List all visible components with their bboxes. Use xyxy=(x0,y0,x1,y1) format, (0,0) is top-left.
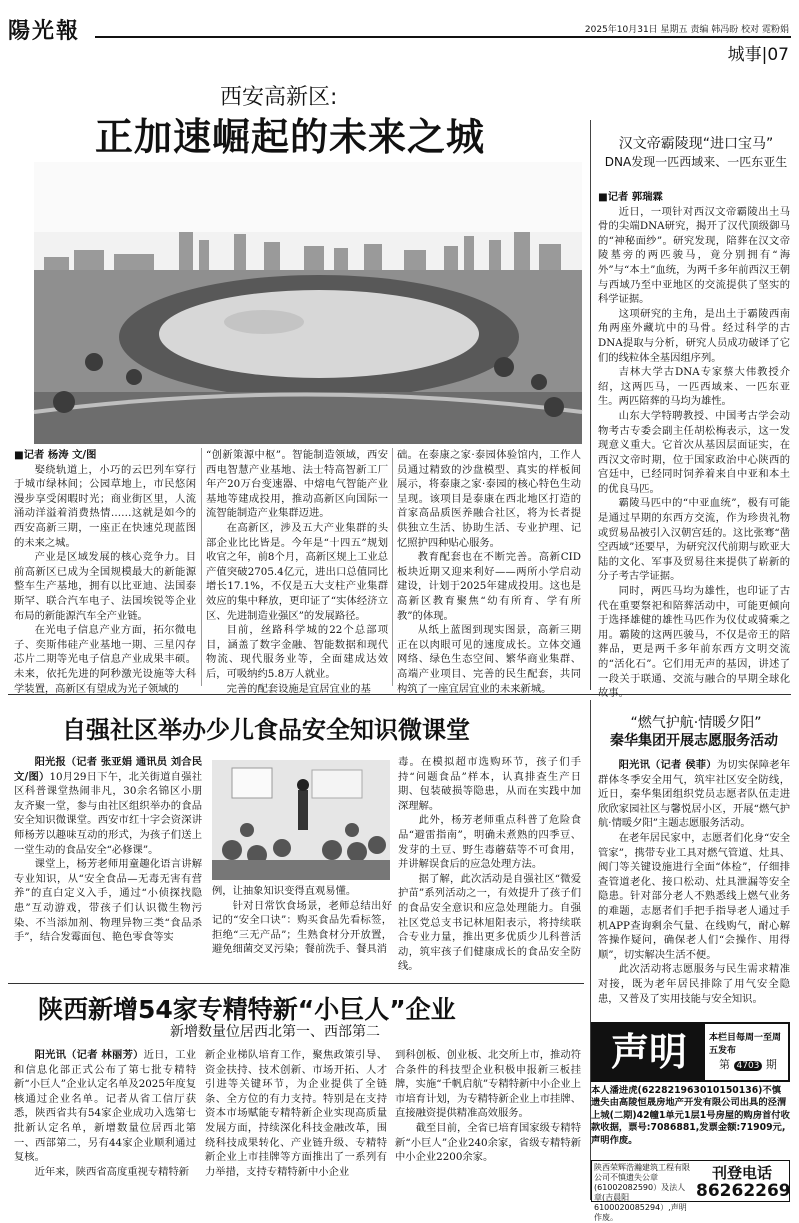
lead-col3-p2: 教育配套也在不断完善。高新CID板块近期又迎来利好——两所小学启动建设，计划于2025年建成投用。这也是高新区教育聚焦“幼有所育、学有所教”的体现。 xyxy=(397,551,581,622)
kids-col3-p2: 此外，杨芳老师重点科普了危险食品“避雷指南”，明确未煮熟的四季豆、发芽的土豆、野生毒蘑菇等不可食用，并讲解误食后的应急处理方法。 xyxy=(398,814,581,871)
lead-col2-p1: “创新策源中枢”。智能制造领域，西安西电智慧产业基地、法士特高智新工厂年产20万台变速器、中熔电气智能产业基地等建成投用，推动高新区向国际一流智能制造产业集群迈进。 xyxy=(206,449,388,520)
side-p2: 这项研究的主角，是出土于霸陵西南角两座外藏坑中的马骨。经过科学的古DNA提取与分析，研究人员成功破译了它们的线粒体全基因组序列。 xyxy=(598,307,790,364)
aerial-city-photo xyxy=(34,162,582,444)
column-divider xyxy=(201,448,202,686)
kids-col-1 xyxy=(14,755,202,977)
kids-col1-text: 10月29日下午，北关街道自强社区科普课堂热闹非凡，30余名锦区小朋友齐聚一堂，参与由社区组织举办的食品安全知识微课堂。西安市红十字会资深讲师杨芳以趣味互动的形式，为孩子们送上一堂生动的食品安全“必修课”。 xyxy=(14,770,202,856)
kids-col3-p3: 据了解，此次活动是自强社区“微爱护苗”系列活动之一，有效提升了孩子们的食品安全意识和应急处理能力。自强社区党总支书记林旭阳表示，将持续联合专业力量，推出更多优质少儿科普活动，筑牢孩子们健康成长的食品安全防线。 xyxy=(398,872,581,973)
side-subtitle: DNA发现一匹西域来、一匹东亚生 xyxy=(604,155,788,169)
ad-label: 刊登电话 xyxy=(711,1164,772,1182)
side-divider xyxy=(590,120,591,690)
lead-col2-p4: 完善的配套设施是宜居宜业的基 xyxy=(226,682,371,695)
kids-col2-p2: 针对日常饮食场景，老师总结出好记的“安全口诀”：购买食品先看标签，拒绝“三无产品”；生熟食材分开放置，避免细菌交叉污染；餐前洗手、餐具消 xyxy=(212,899,392,956)
ad-phone: 86262269 xyxy=(696,1181,791,1201)
issue-prefix: 第 xyxy=(719,1058,730,1071)
lead-col1-p1: 娶绕轨道上，小巧的云巴列车穿行于城市绿林间；公园草地上，市民悠闲漫步享受闲暇时光；商业街区里，人流涌动洋溢着消费热情……这就是如今的西安高新三期，一座正在快速兑现蓝图的未来之城。 xyxy=(14,463,196,549)
classroom-photo xyxy=(212,760,390,880)
issue-number: 4703 xyxy=(734,1061,763,1071)
smes-col2-p1: 新企业梯队培育工作，聚焦政策引导、资金扶持、技术创新、市场开拓、人才引进等关键环节，为企业提供了全链条、全方位的有力支持。特别是在支持资本市场赋能专精特新企业实现高质量发展方面，持续深化科技金融改革，围绕科技成果转化、产业链升级、专精特新企业上市挂牌等方面推出了一系列有力举措，支持专精特新中小企业 xyxy=(205,1049,387,1178)
side-p3: 吉林大学古DNA专家蔡大伟教授介绍，这两匹马，一匹西域来、一匹东亚生。两匹陪葬的马均为雄性。 xyxy=(598,366,790,408)
gas-text xyxy=(598,758,790,1016)
smes-col3-p1: 到科创板、创业板、北交所上市，推动符合条件的科技型企业积极申报新三板挂牌，实施“千帆启航”专精特新中小企业上市培育计划，为专精特新企业上市挂牌、直接融资提供精准高效服务。 xyxy=(395,1049,581,1120)
lead-col2-p3: 目前，丝路科学城的22个总部项目，涵盖了数字金融、智能数据和现代物流、现代服务业等，全面建成达效后，可吸纳约5.8万人就业。 xyxy=(206,624,388,680)
side-p1: 近日，一项针对西汉文帝霸陵出土马骨的尖端DNA研究，揭开了汉代顶级御马的“神秘面纱”。研究发现，陪葬在汉文帝陵墓旁的两匹骏马，竟分别拥有“海外”与“本土”血统，为两千多年前西汉王朝与西域乃至中亚地区的交流提供了坚实的科学证据。 xyxy=(598,205,790,306)
smes-byline: 阳光讯（记者 林丽芳） xyxy=(34,1049,144,1061)
section-rule xyxy=(8,983,584,984)
kids-col1-p2: 课堂上，杨芳老师用童趣化语言讲解专业知识，从“安全食品—无毒无害有营养”的直白定义入手，通过“小侦探找隐患”互动游戏，带孩子们认识微生物污染、不当添加剂、物理异物三类“食品杀手”，结合发霉面包、艳色零食等实 xyxy=(14,858,202,944)
notice-body xyxy=(591,1085,790,1147)
lead-col3-p1: 础。在泰康之家·泰园体验馆内，工作人员通过精致的沙盘模型、真实的样板间展示，将泰康之家·泰园的核心特色生动呈现。该项目是泰康在西北地区打造的首家高品质医养融合社区，将为长者提供独立生活、协助生活、专业护理、记忆照护四种贴心服务。 xyxy=(397,449,581,549)
smes-col-1 xyxy=(14,1048,196,1200)
smes-subtitle: 新增数量位居西北第一、西部第二 xyxy=(170,1024,380,1040)
side-p6: 同时，两匹马均为雄性，也印证了古代在重要祭祀和陪葬活动中，可能更倾向于选择雄健的雄性马匹作为仪仗或骑乘之用。霸陵的这两匹骏马，不仅是帝王的陪葬品，更是两千多年前东西方文明交流的“活化石”。它们用无声的基因，讲述了一段关于联通、交流与融合的早期全球化 xyxy=(598,585,790,685)
gas-byline: 阳光讯（记者 侯菲） xyxy=(618,759,717,771)
side-p4: 山东大学特聘教授、中国考古学会动物考古专委会副主任胡松梅表示，这一发现意义重大。它首次从基因层面证实，在西汉文帝时期，位于国家政治中心陕西的宫廷中，已经同时饲养着来自中亚和本土的优良马匹。 xyxy=(598,409,790,495)
header-rule xyxy=(95,36,791,38)
notice-schedule: 本栏目每周一至周五发布 xyxy=(709,1033,782,1056)
side-p5: 霸陵马匹中的“中亚血统”，极有可能是通过早期的东西方交流，作为珍贵礼物或贸易品被引入汉朝宫廷的。这比张骞“凿空西域”还要早，为研究汉代前期与欧亚大陆的文化、军事及贸易往来提供了崭新的分子考古学证据。 xyxy=(598,497,790,583)
lead-col-2 xyxy=(206,448,388,695)
column-divider xyxy=(392,448,393,686)
lead-col3-p3: 从纸上蓝图到现实图景，高新三期正在以肉眼可见的速度成长。立体交通网络、绿色生态空间、繁华商业集群、高端产业项目、完善的民生配套，共同构筑了一座宜居宜业的未来新城。 xyxy=(397,624,581,695)
side-text xyxy=(598,190,790,690)
lead-col1-p3: 在光电子信息产业方面，拓尔微电子、奕斯伟硅产业基地一期、三星闪存芯片二期等光电子信息产业成果丰硕。未来，依托先进的阿秒激光设施等大科学装置，高新区有望成为光子领域的 xyxy=(14,624,196,695)
section-rule xyxy=(8,694,791,695)
smes-col3-p2: 截至目前，全省已培育国家级专精特新“小巨人”企业240余家，省级专精特新中小企业2200余家。 xyxy=(395,1121,581,1164)
issue-suffix: 期 xyxy=(765,1058,777,1071)
side-byline: ■记者 郭瑞霖 xyxy=(598,191,663,203)
kids-col-2 xyxy=(212,884,392,978)
smes-col1-text: 近日，工业和信息化部正式公布了第七批专精特新“小巨人”企业认定名单及2025年度复核通过企业名单。记者从省工信厅获悉，陕西省共有54家企业成功入选第七批新认定名单，新增数量位居西北第一、西部第二，另有44家企业顺利通过复核。 xyxy=(14,1049,197,1164)
issue-info: 2025年10月31日 星期五 责编 韩冯盼 校对 霓粉娟 xyxy=(584,25,789,35)
notice-issue xyxy=(719,1056,777,1072)
gas-p2: 在老年居民家中，志愿者们化身“安全管家”，携带专业工具对燃气管道、灶具、阀门等关键设施进行全面“体检”，仔细排查管道老化、接口松动、灶具泄漏等安全隐患。针对部分老人不熟悉线上燃气业务的难题，志愿者们手把手指导老人通过手机APP查询剩余气量、在线购气，耐心解答操作疑问，确保老人们“会操作、用得顺”，切实解决生活不便。 xyxy=(598,831,790,961)
ad-box xyxy=(591,1160,791,1222)
lead-byline: ■记者 杨涛 文/图 xyxy=(14,449,97,461)
smes-col1-p1 xyxy=(14,1048,196,1165)
kids-col2-p1: 例，让抽象知识变得直观易懂。 xyxy=(212,885,357,897)
notice-item-2: 陕西荣辉浩瀚建筑工程有限公司不慎遗失公章(61002082590）及法人章(吉晨阳6100020085294）,声明作废。 xyxy=(594,1163,690,1222)
smes-col1-p2: 近年来，陕西省高度重视专精特新 xyxy=(34,1165,190,1178)
smes-headline: 陕西新增54家专精特新“小巨人”企业 xyxy=(38,995,456,1024)
gas-subtitle: 秦华集团开展志愿服务活动 xyxy=(610,733,778,749)
notice-title: 声明 xyxy=(593,1024,705,1080)
gas-p1 xyxy=(598,758,790,831)
gas-title: “燃气护航·情暖夕阳” xyxy=(630,715,762,731)
gas-p1-text: 为切实保障老年群体冬季安全用气，筑牢社区安全防线，近日，秦华集团组织党员志愿者队伍走进欣欣家园社区与馨悦居小区，开展“燃气护航·情暖夕阳”主题志愿服务活动。 xyxy=(598,759,790,830)
kids-col1-p1 xyxy=(14,755,202,857)
smes-col-2 xyxy=(205,1048,387,1200)
kids-col3-p1: 毒。在模拟超市选购环节，孩子们手持“问题食品”样本，认真排查生产日期、包装破损等隐患，从而在实践中加深理解。 xyxy=(398,756,581,812)
lead-col-1 xyxy=(14,448,196,695)
notice-item-1: 本人潘进虎(622821963010150136)不慎遗失由高陵恒晟房地产开发有限公司出具的泾渭上城(二期)42幢1单元1层1号房屋的购房首付收款收据，票号:7086881,发票金额:71909元,声明作废。 xyxy=(591,1085,790,1146)
kids-headline: 自强社区举办少儿食品安全知识微课堂 xyxy=(62,716,470,744)
notice-header xyxy=(591,1022,790,1082)
lead-headline: 正加速崛起的未来之城 xyxy=(95,115,486,159)
lead-kicker: 西安高新区: xyxy=(220,85,338,110)
smes-col-3 xyxy=(395,1048,581,1200)
gas-p3: 此次活动将志愿服务与民生需求精准对接，既为老年居民排除了用气安全隐患，又普及了实用技能与安全知识。 xyxy=(598,963,790,1005)
kids-col-3 xyxy=(398,755,581,977)
lead-col1-p2: 产业是区域发展的核心竞争力。目前高新区已成为全国规模最大的新能源整车生产基地，拥有以比亚迪、法国泰斯罕、联合汽车电子、法国埃锐等企业布局的新能源汽车全产业链。 xyxy=(14,551,196,622)
lead-col-3 xyxy=(397,448,581,695)
section-label: 城事|07 xyxy=(727,45,789,65)
lead-col2-p2: 在高新区，涉及五大产业集群的头部企业比比皆是。今年是“十四五”规划收官之年，前8个月，高新区规上工业总产值突破2705.4亿元，进出口总值同比增长17.1%，不仅是五大支柱产业集群效应的集中释放，更印证了“实体经济立区、先进制造业强区”的发展路径。 xyxy=(206,521,388,622)
side-title: 汉文帝霸陵现“进口宝马” xyxy=(618,136,774,152)
newspaper-logo: 陽光報 xyxy=(8,18,81,44)
kids-byline: 阳光报（记者 张亚娟 通讯员 刘合民 文/图） xyxy=(14,756,202,783)
